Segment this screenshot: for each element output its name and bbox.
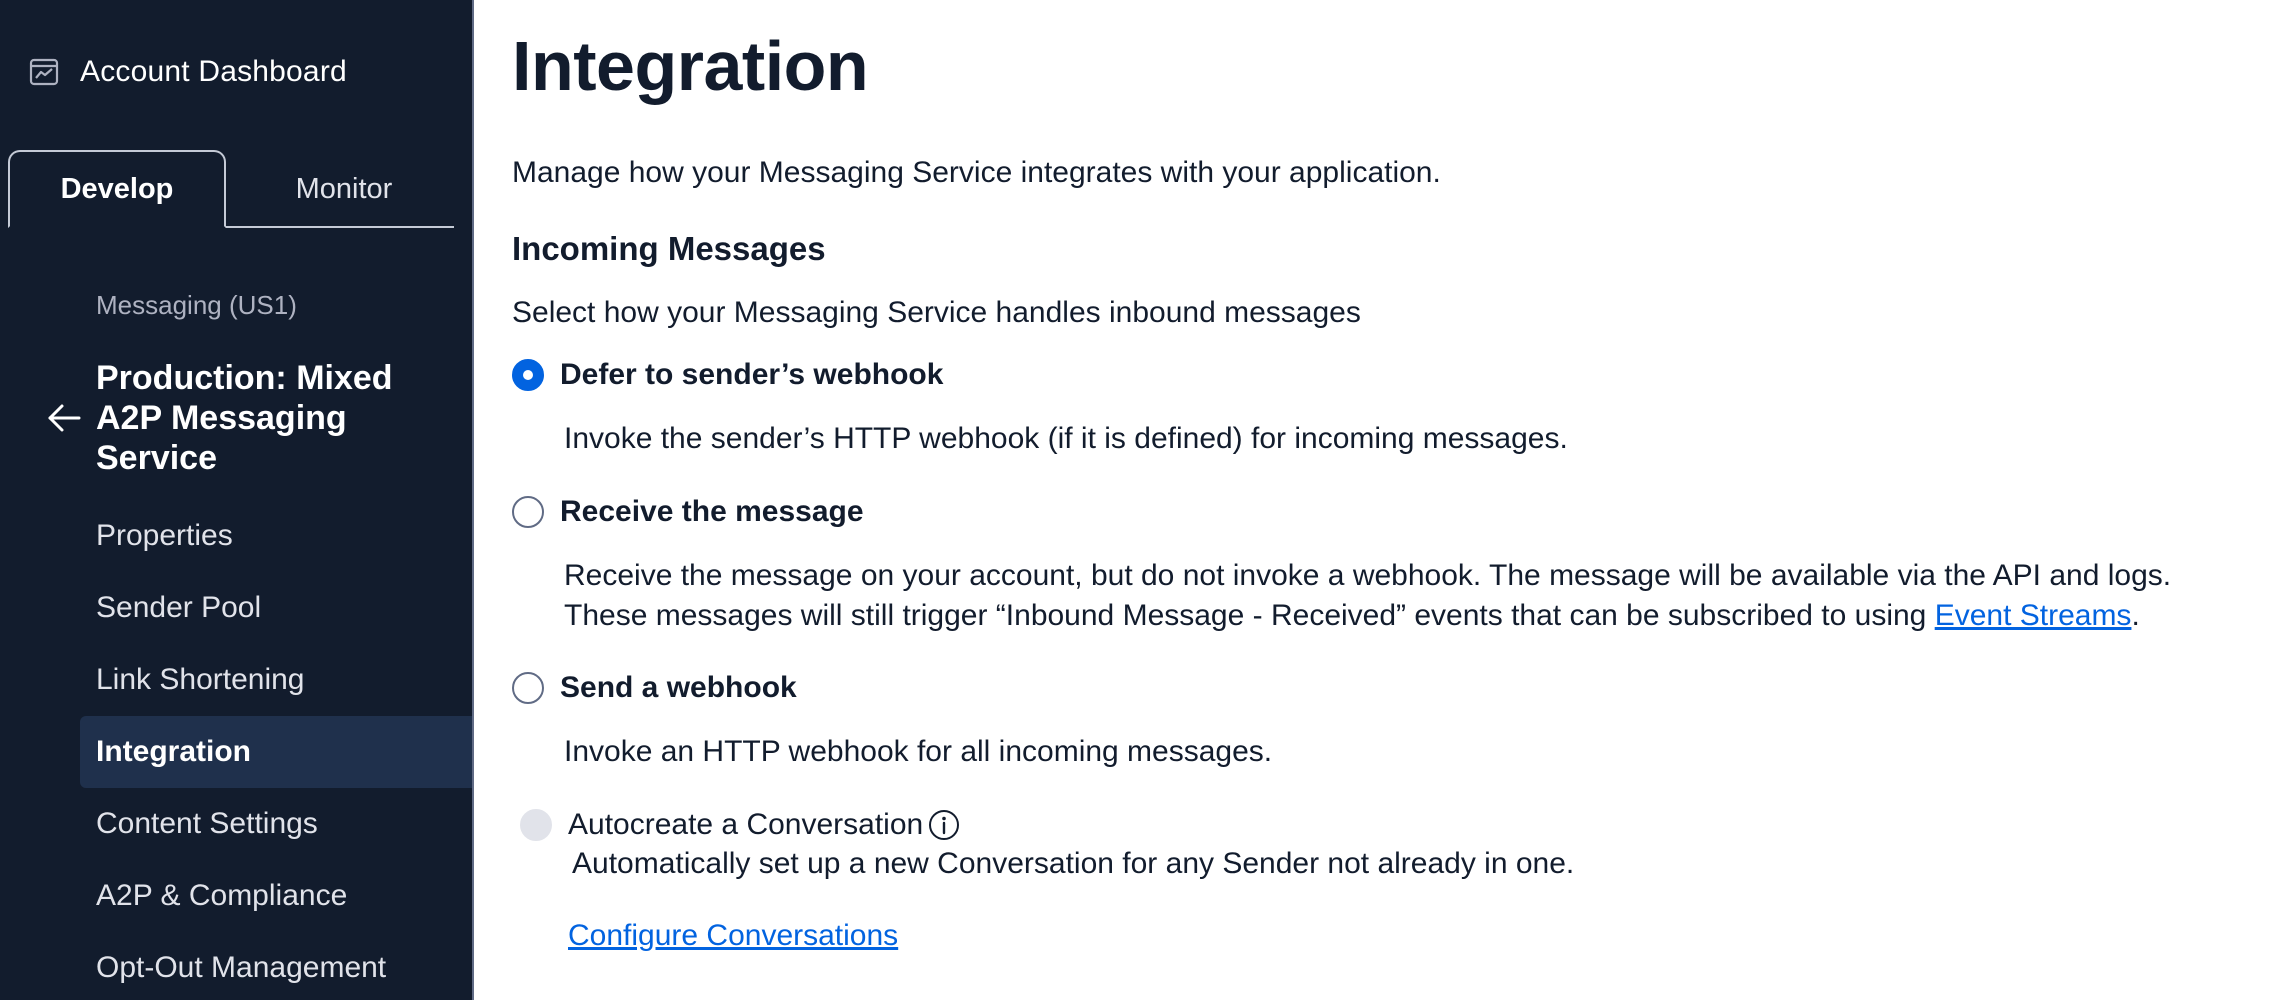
sidebar-item-opt-out-management[interactable]: Opt-Out Management	[96, 951, 387, 984]
section-title: Incoming Messages	[512, 230, 826, 267]
radio-receive-help-line1: Receive the message on your account, but do not invoke a webhook. The message will be available via the API and logs.	[564, 559, 2172, 592]
sidebar	[0, 0, 472, 1000]
radio-defer-label: Defer to sender’s webhook	[560, 358, 944, 391]
breadcrumb[interactable]: Messaging (US1)	[96, 290, 297, 320]
configure-conversations-wrap	[568, 916, 898, 956]
page-intro: Manage how your Messaging Service integrates with your application.	[512, 156, 1441, 189]
account-dashboard-link[interactable]	[28, 52, 347, 92]
configure-conversations-link[interactable]: Configure Conversations	[568, 919, 899, 952]
sidebar-tabs	[8, 150, 454, 228]
radio-option-defer[interactable]	[512, 358, 943, 392]
autocreate-help: Automatically set up a new Conversation for any Sender not already in one.	[572, 847, 1575, 880]
sidebar-nav	[80, 500, 472, 1000]
radio-receive-help	[564, 556, 2171, 636]
sidebar-item-integration[interactable]: Integration	[80, 716, 472, 788]
account-dashboard-label: Account Dashboard	[80, 55, 347, 88]
dashboard-icon	[28, 56, 60, 88]
radio-option-receive[interactable]	[512, 495, 864, 529]
sidebar-item-sender-pool[interactable]: Sender Pool	[96, 591, 262, 624]
autocreate-label: Autocreate a Conversation	[568, 808, 924, 841]
main-content	[512, 0, 2276, 1000]
radio-receive-label: Receive the message	[560, 495, 864, 528]
service-title: Production: Mixed A2P Messaging Service	[96, 359, 393, 477]
tab-monitor[interactable]: Monitor	[295, 172, 393, 205]
radio-webhook-label: Send a webhook	[560, 671, 797, 704]
sidebar-divider	[472, 0, 474, 1000]
radio-option-webhook[interactable]	[512, 671, 797, 705]
radio-webhook-help: Invoke an HTTP webhook for all incoming messages.	[564, 735, 1273, 768]
info-icon[interactable]	[927, 808, 961, 842]
radio-receive[interactable]	[512, 496, 544, 528]
autocreate-toggle[interactable]	[520, 809, 552, 841]
tab-develop[interactable]: Develop	[8, 150, 226, 228]
sidebar-item-link-shortening[interactable]: Link Shortening	[96, 663, 305, 696]
sidebar-item-content-settings[interactable]: Content Settings	[96, 807, 318, 840]
section-description: Select how your Messaging Service handles inbound messages	[512, 296, 1361, 329]
arrow-left-icon[interactable]	[40, 394, 88, 442]
radio-defer-help: Invoke the sender’s HTTP webhook (if it is defined) for incoming messages.	[564, 422, 1568, 455]
radio-defer[interactable]	[512, 359, 544, 391]
radio-receive-help-end: .	[2131, 599, 2140, 632]
page-title: Integration	[512, 27, 869, 105]
radio-webhook[interactable]	[512, 672, 544, 704]
event-streams-link[interactable]: Event Streams	[1934, 599, 2132, 632]
service-header	[40, 358, 460, 478]
radio-receive-help-line2	[564, 596, 2171, 636]
autocreate-conversation-option[interactable]	[520, 808, 961, 842]
radio-receive-help-text: These messages will still trigger “Inbound Message - Received” events that can be subscribed to using	[564, 599, 1935, 632]
sidebar-item-a2p-compliance[interactable]: A2P & Compliance	[96, 879, 348, 912]
sidebar-item-properties[interactable]: Properties	[96, 519, 233, 552]
